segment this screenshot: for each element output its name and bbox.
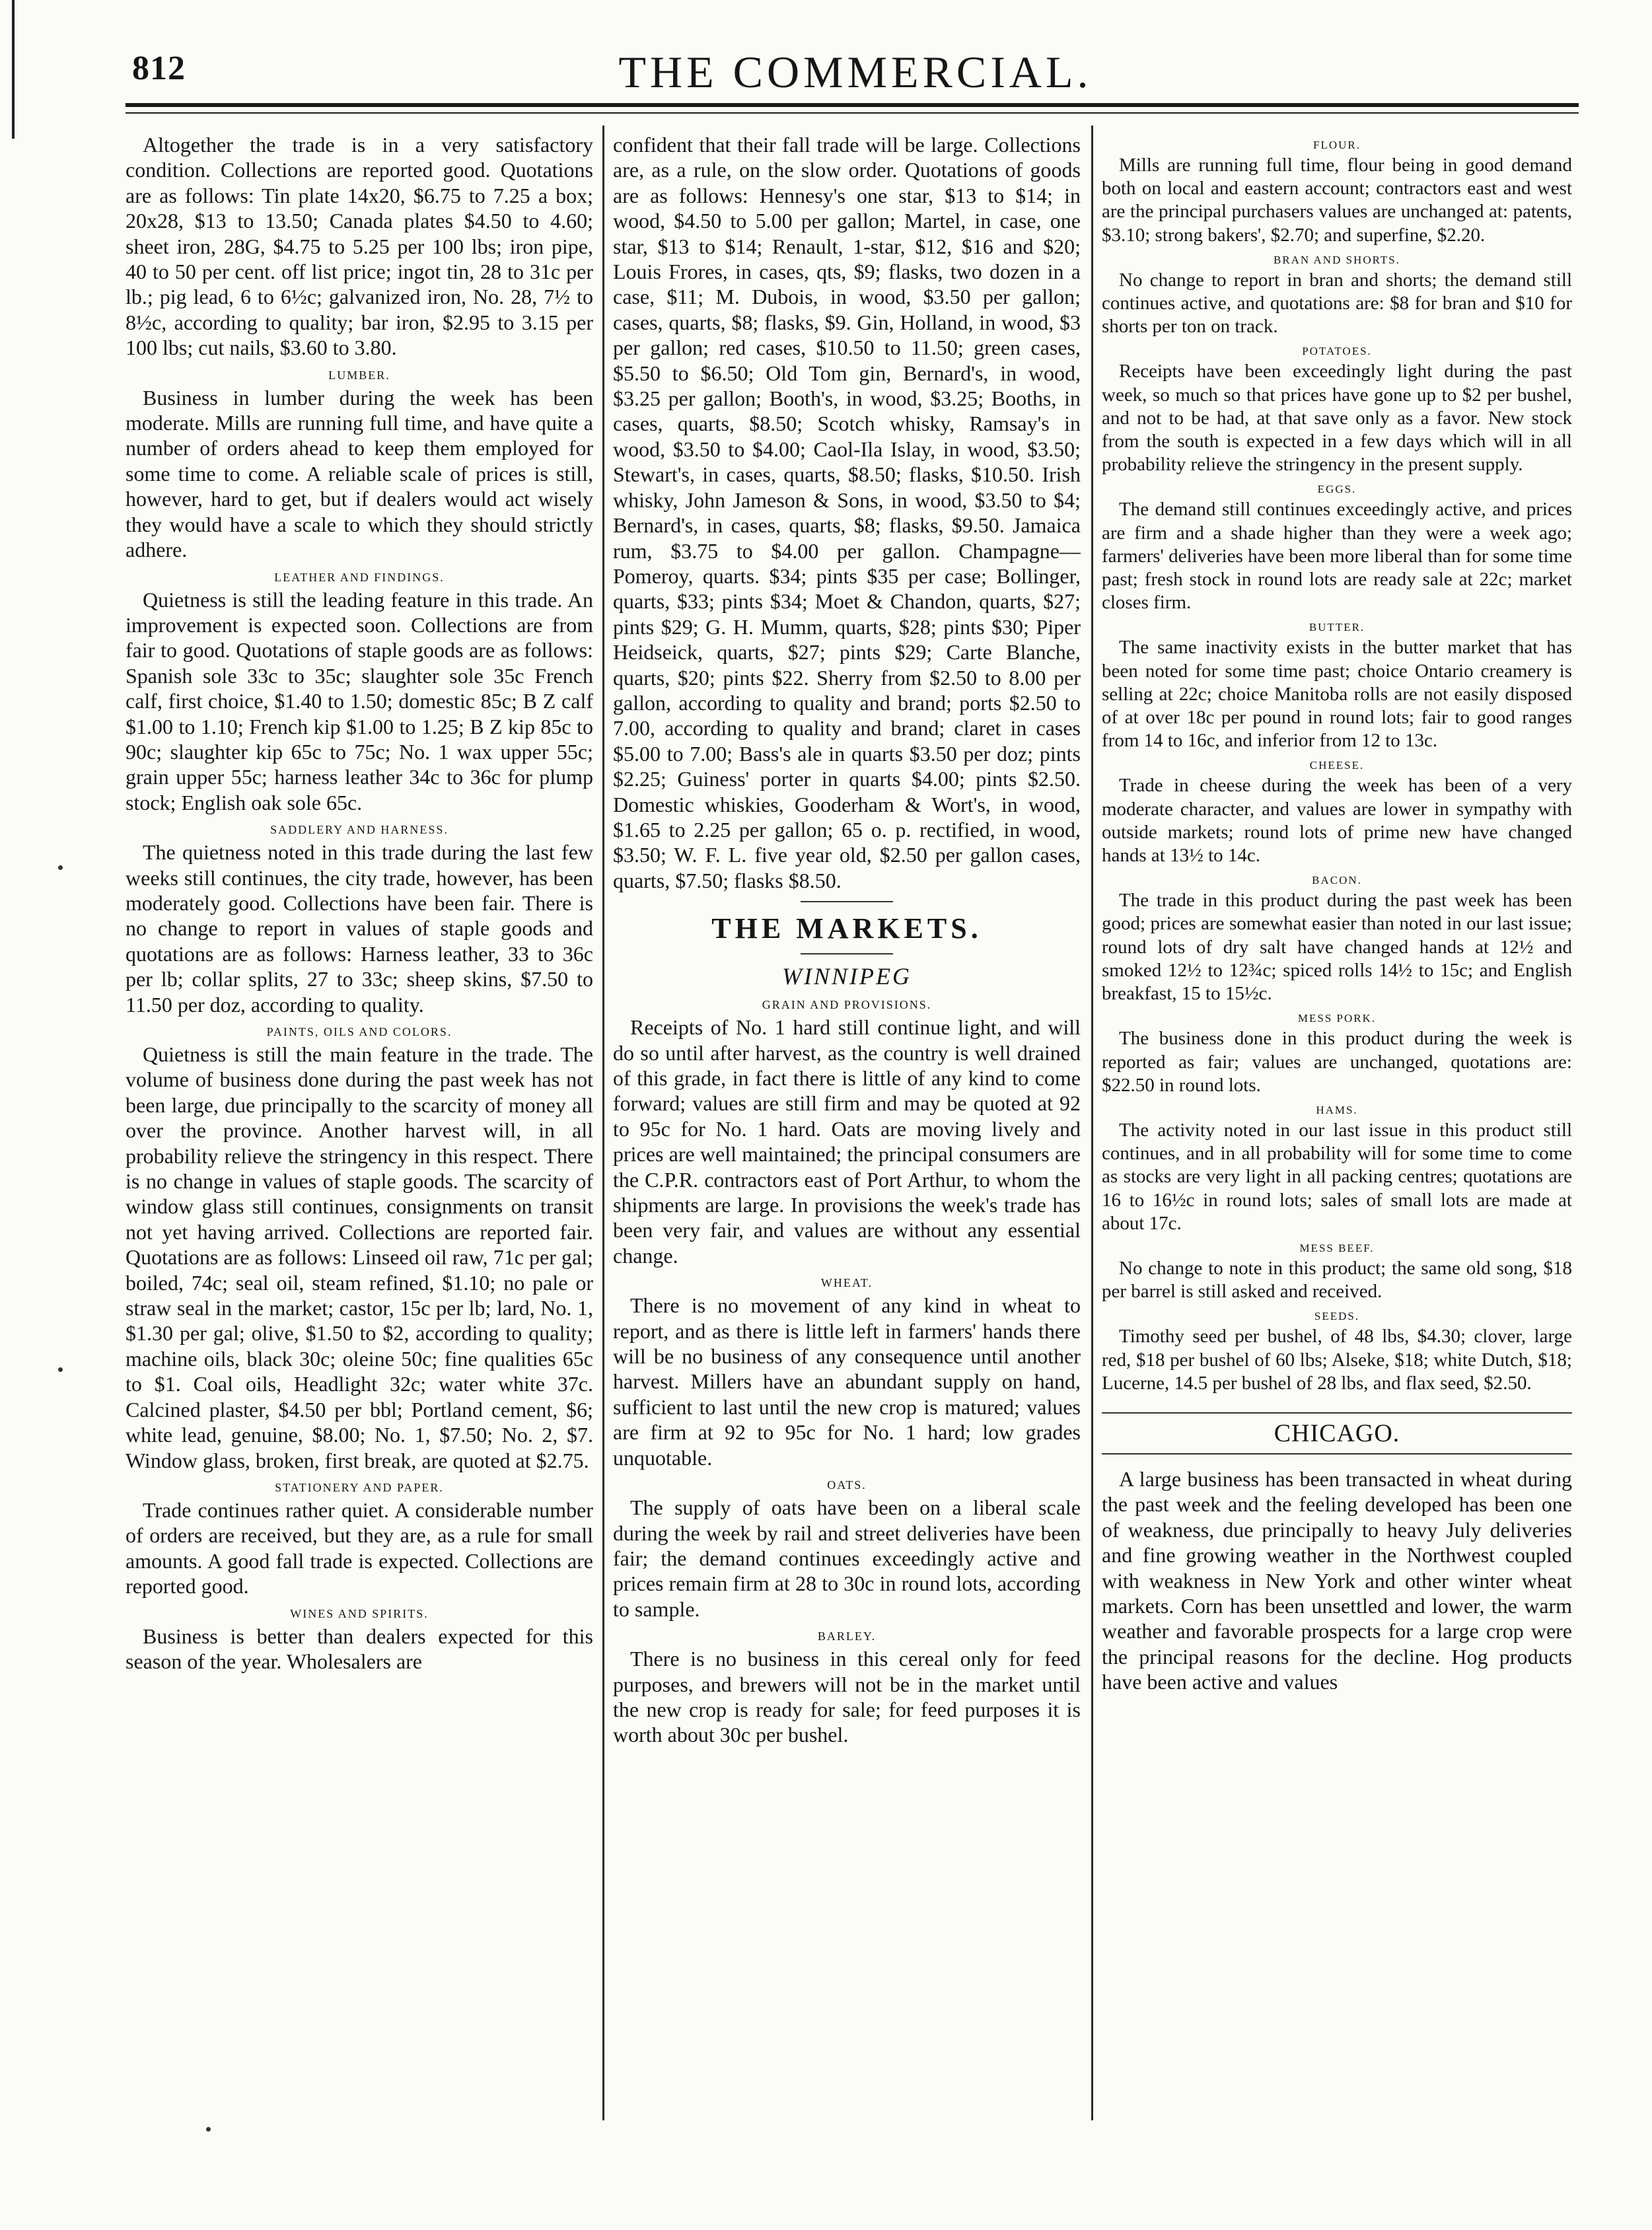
page-edge-mark [12,0,15,139]
section-heading-seeds: SEEDS. [1314,1310,1360,1323]
city-heading-winnipeg: WINNIPEG [782,963,912,990]
paragraph-wines: Business is better than dealers expected for this season of the year. Wholesalers are [126,1624,593,1673]
column-divider [1091,126,1093,2120]
paragraph-bran: No change to report in bran and shorts; the demand still continues active, and quotations are: $8 for bran and $10 for shorts per ton on track. [1102,269,1572,338]
section-heading-paints: PAINTS, OILS AND COLORS. [266,1025,452,1038]
section-divider [1102,1412,1572,1414]
market-reports [1102,139,1572,1395]
section-heading-butter: BUTTER. [1309,621,1365,634]
ink-speck [58,1367,63,1372]
section-heading-mess-beef: MESS BEEF. [1299,1241,1375,1254]
section-divider [801,953,893,954]
paragraph-wheat: There is no movement of any kind in wheat to report, and as there is little left in farmers' hands there will be no business of any consequence until another harvest. Millers have an abundant supply on hand, sufficient to last until the new crop is matured; values are firm at 92 to 95c for No. 1 hard; low grades unquotable. [613,1293,1081,1470]
section-heading-saddlery: SADDLERY AND HARNESS. [270,823,449,837]
paragraph-stationery: Trade continues rather quiet. A considerable number of orders are received, but they are, as a rule for small amounts. A good fall trade is expected. Collections are reported good. [126,1497,593,1599]
paragraph-oats: The supply of oats have been on a liberal scale during the week by rail and street deliveries have been fair; the demand continues exceedingly active and prices remain firm at 28 to 30c in round lots, according to sample. [613,1495,1081,1621]
paragraph-saddlery: The quietness noted in this trade during the last few weeks still continues, the city trade, however, has been moderately good. Collections have been fair. There is no change to report in values of staple goods and quotations are as follows: Harness leather, 33 to 36c per lb; collar splits, 27 to 33c; sheep skins, $7.50 to 11.50 per doz, according to quality. [126,840,593,1017]
paragraph-chicago: A large business has been transacted in wheat during the past week and the feeling developed has been one of weakness, due principally to heavy July deliveries and fine growing weather in the Northwest coupled with weakness in New York and other winter wheat markets. Corn has been unsettled and lower, the warm weather and favorable prospects for a large crop were the principal reasons for the decline. Hog products have been active and values [1102,1466,1572,1694]
section-heading-potatoes: POTATOES. [1302,345,1372,358]
column-2 [613,132,1081,2120]
column-divider [602,126,604,2120]
section-heading-mess-pork: MESS PORK. [1297,1012,1377,1025]
paragraph-potatoes: Receipts have been exceedingly light during the past week, so much so that prices have gone up to $2 per bushel, and not to be had, at that save only as a favor. New stock from the south is expected in a few days which will in all probability relieve the stringency in the present supply. [1102,361,1572,476]
section-heading-hams: HAMS. [1316,1103,1358,1116]
column-1 [126,132,593,2120]
header-rule-thick [126,103,1579,107]
paragraph-flour: Mills are running full time, flour being in good demand both on local and eastern account; contractors east and west are the principal purchasers values are unchanged at: patents, $3.10; strong bakers', $2.70; and superfine, $2.20. [1102,155,1572,246]
section-heading-cheese: CHEESE. [1309,759,1365,772]
ink-speck [206,2127,211,2132]
paragraph-wines-continued: confident that their fall trade will be large. Collections are, as a rule, on the slow order. Quotations of goods are as follows: Hennesy's one star, $13 to $14; in wood, $4.50 to 5.00 per gallon; Martel, in case, one star, $13 to $14; Renault, 1-star, $12, $16 and $20; Louis Frores, in cases, qts, $9; flasks, two dozen in a case, $11; M. Dubois, in wood, $3.50 per gallon; cases, quarts, $8; flasks, $9. Gin, Holland, in wood, $3 per gallon; red cases, $10.50 to 11.50; green cases, $5.50 to $6.50; Old Tom gin, Bernard's, in wood, $3.25 per gallon; Booth's, in wood, $3.25; Booths, in cases, quarts, $8.50; Scotch whisky, Ramsay's in wood, $3.50 to $4.00; Caol-Ila Islay, in wood, $3.50; Stewart's, in cases, quarts, $8.50; flasks, $10.50. Irish whisky, John Jameson & Sons, in wood, $3.50 to $4; Bernard's, in cases, quarts, $8; flasks, $9.50. Jamaica rum, $3.75 to $4.00 per gallon. Champagne—Pomeroy, quarts. $34; pints $35 per case; Bollinger, quarts, $33; pints $34; Moet & Chandon, quarts, $27; pints $29; G. H. Mumm, quarts, $28; pints $30; Piper Heidseick, quarts, $27; pints $29; Carte Blanche, quarts, $20; pints $22. Sherry from $2.50 to 8.00 per gallon, according to quality and brand; ports $2.50 to 7.00, according to quality and brand; claret in cases $5.00 to 7.00; Bass's ale in quarts $3.50 per doz; pints $2.25; Guiness' porter in quarts $4.00; pints $2.50. Domestic whiskies, Gooderham & Wort's, in wood, $1.65 to 2.25 per gallon; 65 o. p. rectified, in wood, $3.50; W. F. L. five year old, $2.50 per gallon cases, quarts, $7.50; flasks $8.50. [613,133,1081,892]
header-rule-thin [126,112,1579,114]
city-heading-chicago: CHICAGO. [1274,1419,1400,1447]
markets-heading: THE MARKETS. [711,912,982,945]
paragraph-lumber: Business in lumber during the week has been moderate. Mills are running full time, and have quite a number of orders ahead to keep them employed for some time to come. A reliable scale of prices is still, however, hard to get, but if dealers would act wisely they would have a scale to which they should strictly adhere. [126,385,593,562]
section-divider [801,901,893,902]
ink-speck [58,865,63,870]
paragraph-paints: Quietness is still the main feature in the trade. The volume of business done during the past week has not been large, due principally to the scarcity of money all over the province. Another harvest will, in all probability relieve the stringency in this respect. There is no change in values of staple goods. The scarcity of window glass still continues, consignments on transit not yet having arrived. Collections are reported fair. Quotations are as follows: Linseed oil raw, 71c per gal; boiled, 74c; seal oil, steam refined, $1.10; no pale or straw seal in the market; castor, 15c per lb; lard, No. 1, $1.30 per gal; olive, $1.50 to $2, according to quality; machine oils, black 30c; oleine 50c; fine qualities 65c to $1. Coal oils, Headlight 32c; water white 37c. Calcined plaster, $4.50 per bbl; Portland cement, $6; white lead, genuine, $8.00; No. 1, $7.50; No. 2, $7. Window glass, broken, first break, are quoted at $2.75. [126,1042,593,1472]
journal-title: THE COMMERCIAL. [618,47,1093,97]
page-number: 812 [132,50,186,87]
section-heading-oats: OATS. [827,1478,867,1492]
paragraph-butter: The same inactivity exists in the butter market that has been noted for some time past; choice Ontario creamery is selling at 22c; choice Manitoba rolls are not easily disposed of at over 18c per pound in round lots; fair to good ranges from 14 to 16c, and inferior from 12 to 13c. [1102,637,1572,752]
paragraph-hardware: Altogether the trade is in a very satisfactory condition. Collections are reported good. Quotations are as follows: Tin plate 14x20, $6.75 to 7.25 a box; 20x28, $13 to 13.50; Canada plates $4.50 to 4.60; sheet iron, 28G, $4.75 to 5.25 per 100 lbs; iron pipe, 40 to 50 per cent. off list price; ingot tin, 28 to 31c per lb.; pig lead, 6 to 6½c; galvanized iron, No. 28, 7½ to 8½c, according to quality; bar iron, $2.95 to 3.15 per 100 lbs; cut nails, $3.60 to 3.80. [126,133,593,360]
page-header [132,46,1579,99]
section-heading-leather: LEATHER AND FINDINGS. [274,570,445,584]
section-heading-eggs: EGGS. [1317,483,1357,496]
paragraph-mess-beef: No change to note in this product; the same old song, $18 per barrel is still asked and received. [1102,1257,1572,1303]
section-heading-lumber: LUMBER. [328,368,390,382]
paragraph-seeds: Timothy seed per bushel, of 48 lbs, $4.30; clover, large red, $18 per bushel of 60 lbs; Alseke, $18; white Dutch, $18; Lucerne, 14.5 per bushel of 28 lbs, and flax seed, $2.50. [1102,1326,1572,1394]
paragraph-leather: Quietness is still the leading feature in this trade. An improvement is expected soon. Collections are from fair to good. Quotations of staple goods are as follows: Spanish sole 33c to 35c; slaughter sole 35c French calf, first choice, $1.40 to 1.50; domestic 85c; B Z calf $1.00 to 1.10; French kip $1.00 to 1.25; B Z kip 85c to 90c; slaughter kip 65c to 75c; No. 1 wax upper 55c; grain upper 55c; harness leather 34c to 36c for plump stock; English oak sole 65c. [126,587,593,814]
paragraph-eggs: The demand still continues exceedingly active, and prices are firm and a shade higher than they were a week ago; farmers' deliveries have been more liberal than for some time past; fresh stock in round lots are ready sale at 22c; market closes firm. [1102,499,1572,614]
paragraph-cheese: Trade in cheese during the week has been of a very moderate character, and values are lower in sympathy with outside markets; round lots of prime new have changed hands at 13½ to 14c. [1102,775,1572,867]
section-heading-stationery: STATIONERY AND PAPER. [275,1480,444,1494]
section-heading-wheat: WHEAT. [820,1276,873,1290]
paragraph-grain: Receipts of No. 1 hard still continue light, and will do so until after harvest, as the country is well drained of this grade, in fact there is little of any kind to come forward; values are still firm and may be quoted at 92 to 95c for No. 1 hard. Oats are moving lively and prices are well maintained; the principal consumers are the C.P.R. contractors east of Port Arthur, to whom the shipments are large. In provisions the week's trade has been very fair, and values are without any essential change. [613,1015,1081,1268]
paragraph-hams: The activity noted in our last issue in this product still continues, and in all probability will for some time to come as stocks are very light in all packing centres; quotations are 16 to 16½c in round lots; sales of small lots are made at about 17c. [1102,1119,1572,1234]
section-divider [1102,1453,1572,1455]
section-heading-flour: FLOUR. [1313,139,1361,151]
paragraph-mess-pork: The business done in this product during the week is reported as fair; values are unchanged, quotations are: $22.50 in round lots. [1102,1028,1572,1096]
section-heading-bacon: BACON. [1312,874,1362,887]
section-heading-wines: WINES AND SPIRITS. [290,1606,429,1620]
paragraph-barley: There is no business in this cereal only for feed purposes, and brewers will not be in the market until the new crop is ready for sale; for feed purposes it is worth about 30c per bushel. [613,1647,1081,1747]
section-heading-grain: GRAIN AND PROVISIONS. [762,998,932,1012]
column-3 [1102,132,1572,2120]
section-heading-barley: BARLEY. [817,1630,877,1643]
section-heading-bran: BRAN AND SHORTS. [1273,253,1401,266]
paragraph-bacon: The trade in this product during the past week has been good; prices are somewhat easier than noted in our last issue; round lots of dry salt have changed hands at 12½ and smoked 12½ to 12¾c; spiced rolls 14½ to 15c; and English breakfast, 15 to 15½c. [1102,890,1572,1005]
